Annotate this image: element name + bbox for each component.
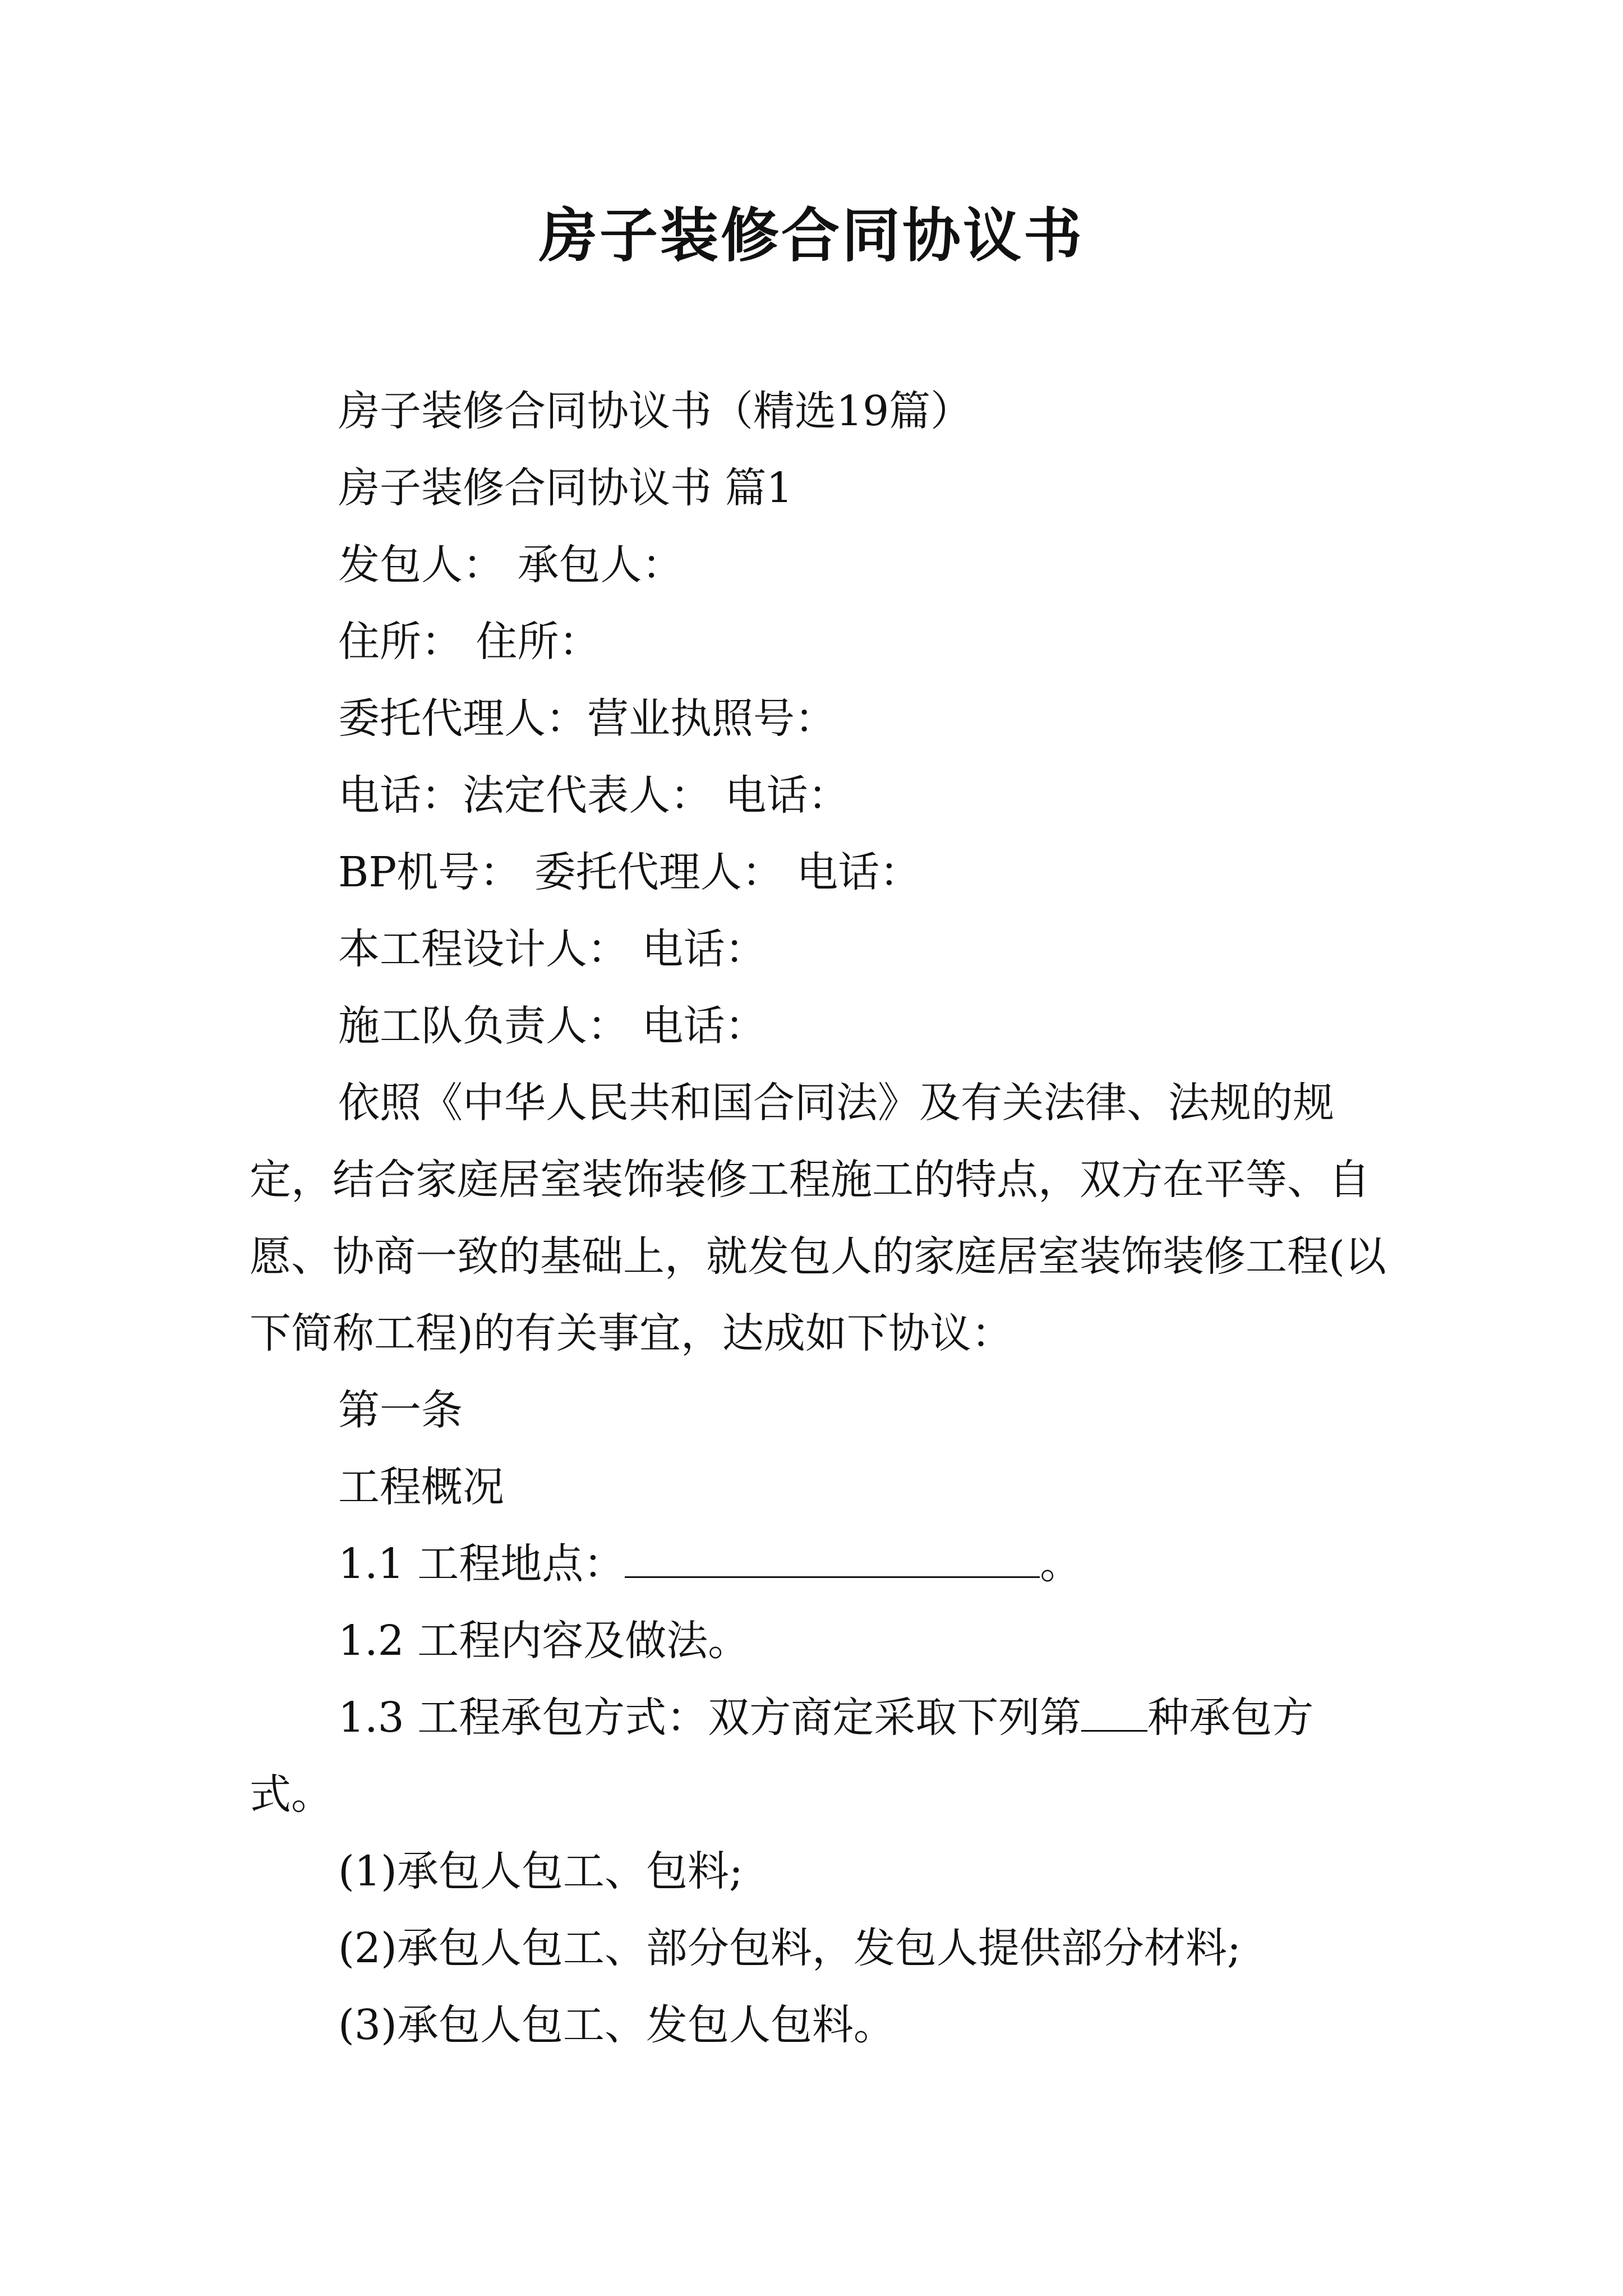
paragraph-agent-license: 委托代理人：营业执照号：: [338, 694, 836, 743]
paragraph-foreman-phone: 施工队负责人： 电话：: [338, 1002, 767, 1050]
paragraph-project-content: 1.2 工程内容及做法。: [338, 1617, 750, 1665]
document-title: 房子装修合同协议书: [538, 201, 1084, 270]
paragraph-option-2: (2)承包人包工、部分包料，发包人提供部分材料;: [338, 1924, 1241, 1972]
document-body: [250, 373, 1394, 2064]
contract-mode-end: 种承包方式。: [250, 1694, 1314, 1819]
paragraph-designer-phone: 本工程设计人： 电话：: [338, 925, 767, 973]
paragraph-phone-legal-rep: 电话：法定代表人： 电话：: [338, 771, 850, 820]
paragraph-bp-agent-phone: BP机号： 委托代理人： 电话：: [338, 848, 921, 896]
contract-mode-blank: [1081, 1688, 1147, 1732]
project-location-end: 。: [1040, 1540, 1082, 1588]
paragraph-option-1: (1)承包人包工、包料;: [338, 1847, 743, 1895]
paragraph-option-3: (3)承包人包工、发包人包料。: [338, 2001, 895, 2049]
paragraph-parties: 发包人： 承包人：: [338, 541, 684, 589]
paragraph-project-location: [250, 1526, 1394, 1603]
paragraph-contract-mode: [250, 1680, 1394, 1833]
paragraph-section-title: 房子装修合同协议书 篇1: [338, 464, 793, 512]
paragraph-project-overview: 工程概况: [338, 1463, 504, 1511]
paragraph-heading-selection: 房子装修合同协议书（精选19篇）: [338, 387, 972, 435]
project-location-label: 1.1 工程地点：: [338, 1540, 625, 1588]
paragraph-address: 住所： 住所：: [338, 618, 601, 666]
contract-mode-label: 1.3 工程承包方式：双方商定采取下列第: [338, 1694, 1082, 1742]
paragraph-preamble: 依照《中华人民共和国合同法》及有关法律、法规的规定，结合家庭居室装饰装修工程施工的特点，双方在平等、自愿、协商一致的基础上，就发包人的家庭居室装饰装修工程(以下简称工程)的有关事宜，达成如下协议：: [250, 1079, 1386, 1358]
project-location-blank: [625, 1535, 1040, 1578]
paragraph-article-one: 第一条: [338, 1386, 463, 1434]
